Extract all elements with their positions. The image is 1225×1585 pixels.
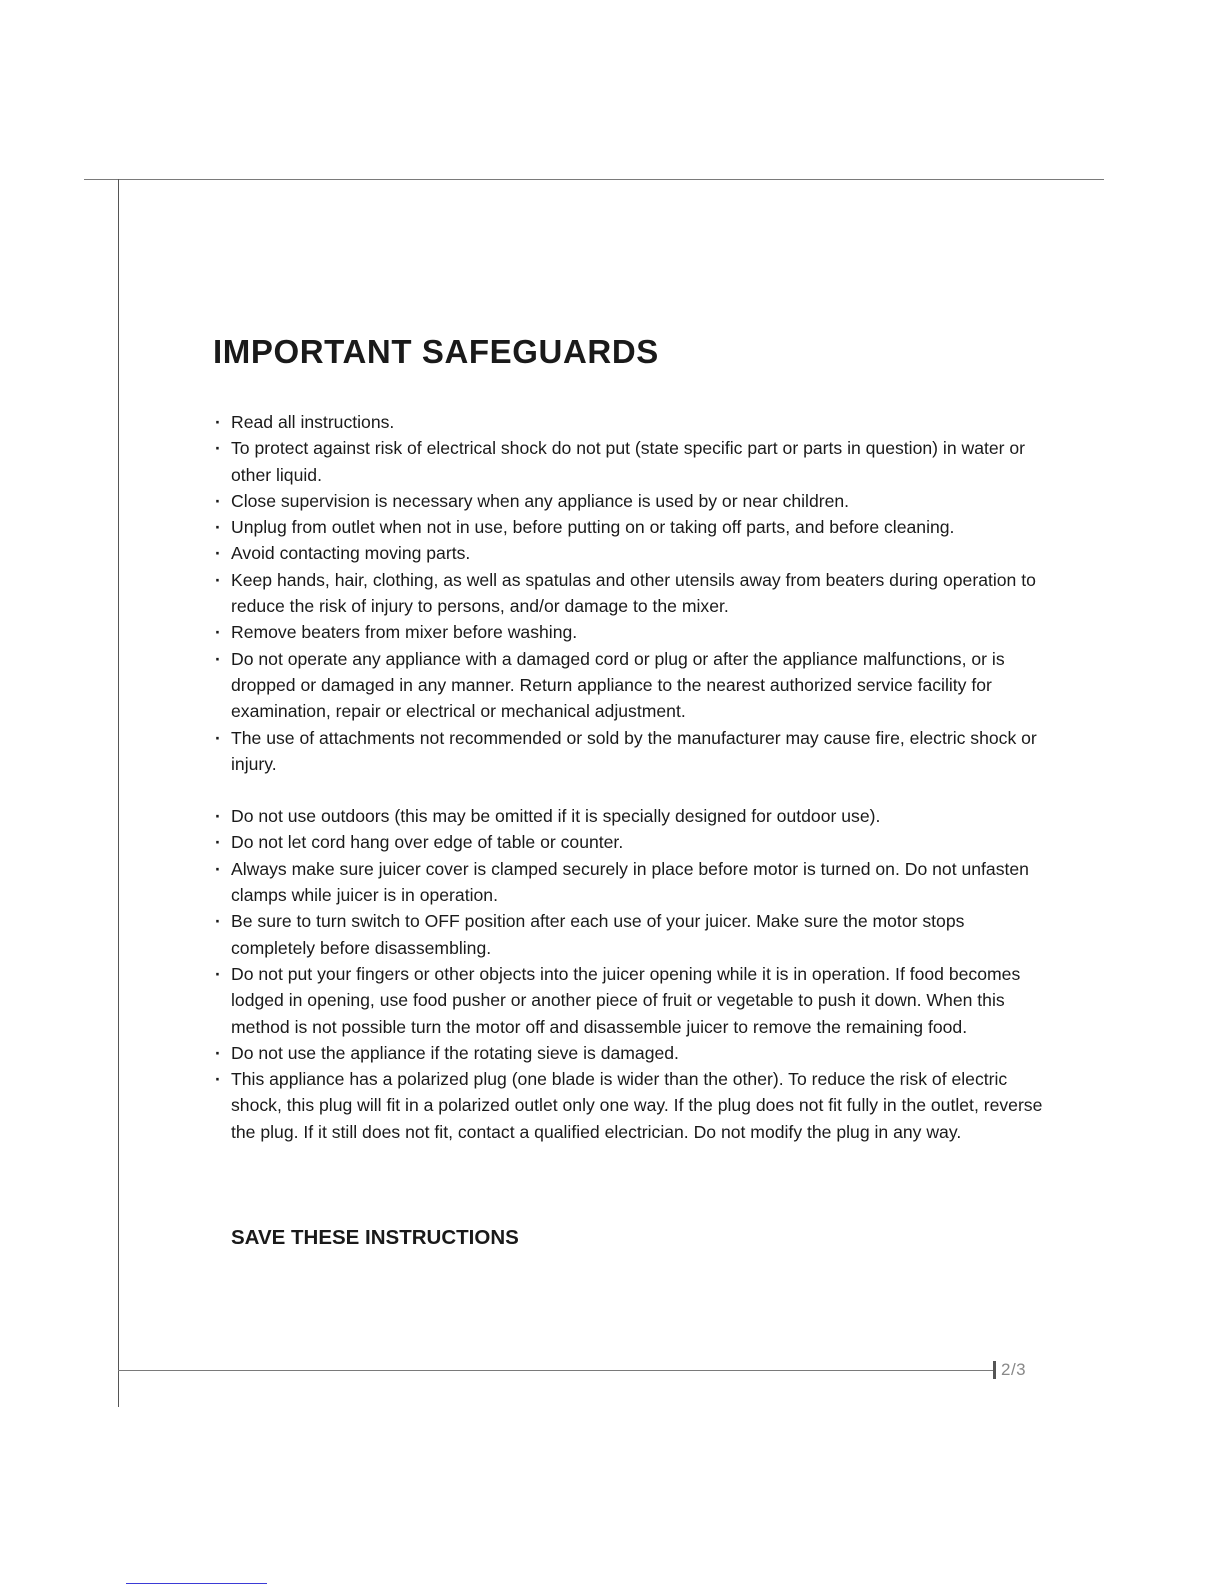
page-marker (993, 1361, 996, 1379)
list-item: · Read all instructions. (215, 409, 1050, 435)
list-item: · This appliance has a polarized plug (one blade is wider than the other). To reduce the risk of electric shock, this plug will fit in a polarized outlet only one way. If the plug does not fit fully in the outlet, reverse the plug. If it still does not fit, contact a qualified electrician. Do not modify the plug in any way. (215, 1066, 1050, 1145)
save-instructions-heading: SAVE THESE INSTRUCTIONS (231, 1226, 519, 1249)
list-item: · Do not use outdoors (this may be omitted if it is specially designed for outdoor use). (215, 803, 1050, 829)
list-item: · Do not operate any appliance with a damaged cord or plug or after the appliance malfunctions, or is dropped or damaged in any manner. Return appliance to the nearest authorized service facility for examination, repair or electrical or mechanical adjustment. (215, 646, 1050, 725)
list-item: · Do not use the appliance if the rotating sieve is damaged. (215, 1040, 1050, 1066)
safeguards-list (215, 409, 1050, 1145)
left-rule (118, 179, 119, 1407)
page-title: IMPORTANT SAFEGUARDS (213, 333, 659, 370)
page-number: 2/3 (1001, 1360, 1027, 1379)
bottom-rule (118, 1370, 994, 1371)
list-item: · Unplug from outlet when not in use, before putting on or taking off parts, and before cleaning. (215, 514, 1050, 540)
list-item: · The use of attachments not recommended or sold by the manufacturer may cause fire, electric shock or injury. (215, 725, 1050, 778)
list-item: · Keep hands, hair, clothing, as well as spatulas and other utensils away from beaters during operation to reduce the risk of injury to persons, and/or damage to the mixer. (215, 567, 1050, 620)
list-item: · Close supervision is necessary when any appliance is used by or near children. (215, 488, 1050, 514)
footer-underline (126, 1583, 267, 1584)
list-item: · Always make sure juicer cover is clamped securely in place before motor is turned on. Do not unfasten clamps while juicer is in operation. (215, 856, 1050, 909)
list-item: · Avoid contacting moving parts. (215, 540, 1050, 566)
top-rule (84, 179, 1104, 180)
list-item: · Do not let cord hang over edge of table or counter. (215, 829, 1050, 855)
list-item: · Do not put your fingers or other objects into the juicer opening while it is in operation. If food becomes lodged in opening, use food pusher or another piece of fruit or vegetable to push it down. When this method is not possible turn the motor off and disassemble juicer to remove the remaining food. (215, 961, 1050, 1040)
list-item: · Remove beaters from mixer before washing. (215, 619, 1050, 645)
list-item: · Be sure to turn switch to OFF position after each use of your juicer. Make sure the motor stops completely before disassembling. (215, 908, 1050, 961)
list-item: · To protect against risk of electrical shock do not put (state specific part or parts in question) in water or other liquid. (215, 435, 1050, 488)
